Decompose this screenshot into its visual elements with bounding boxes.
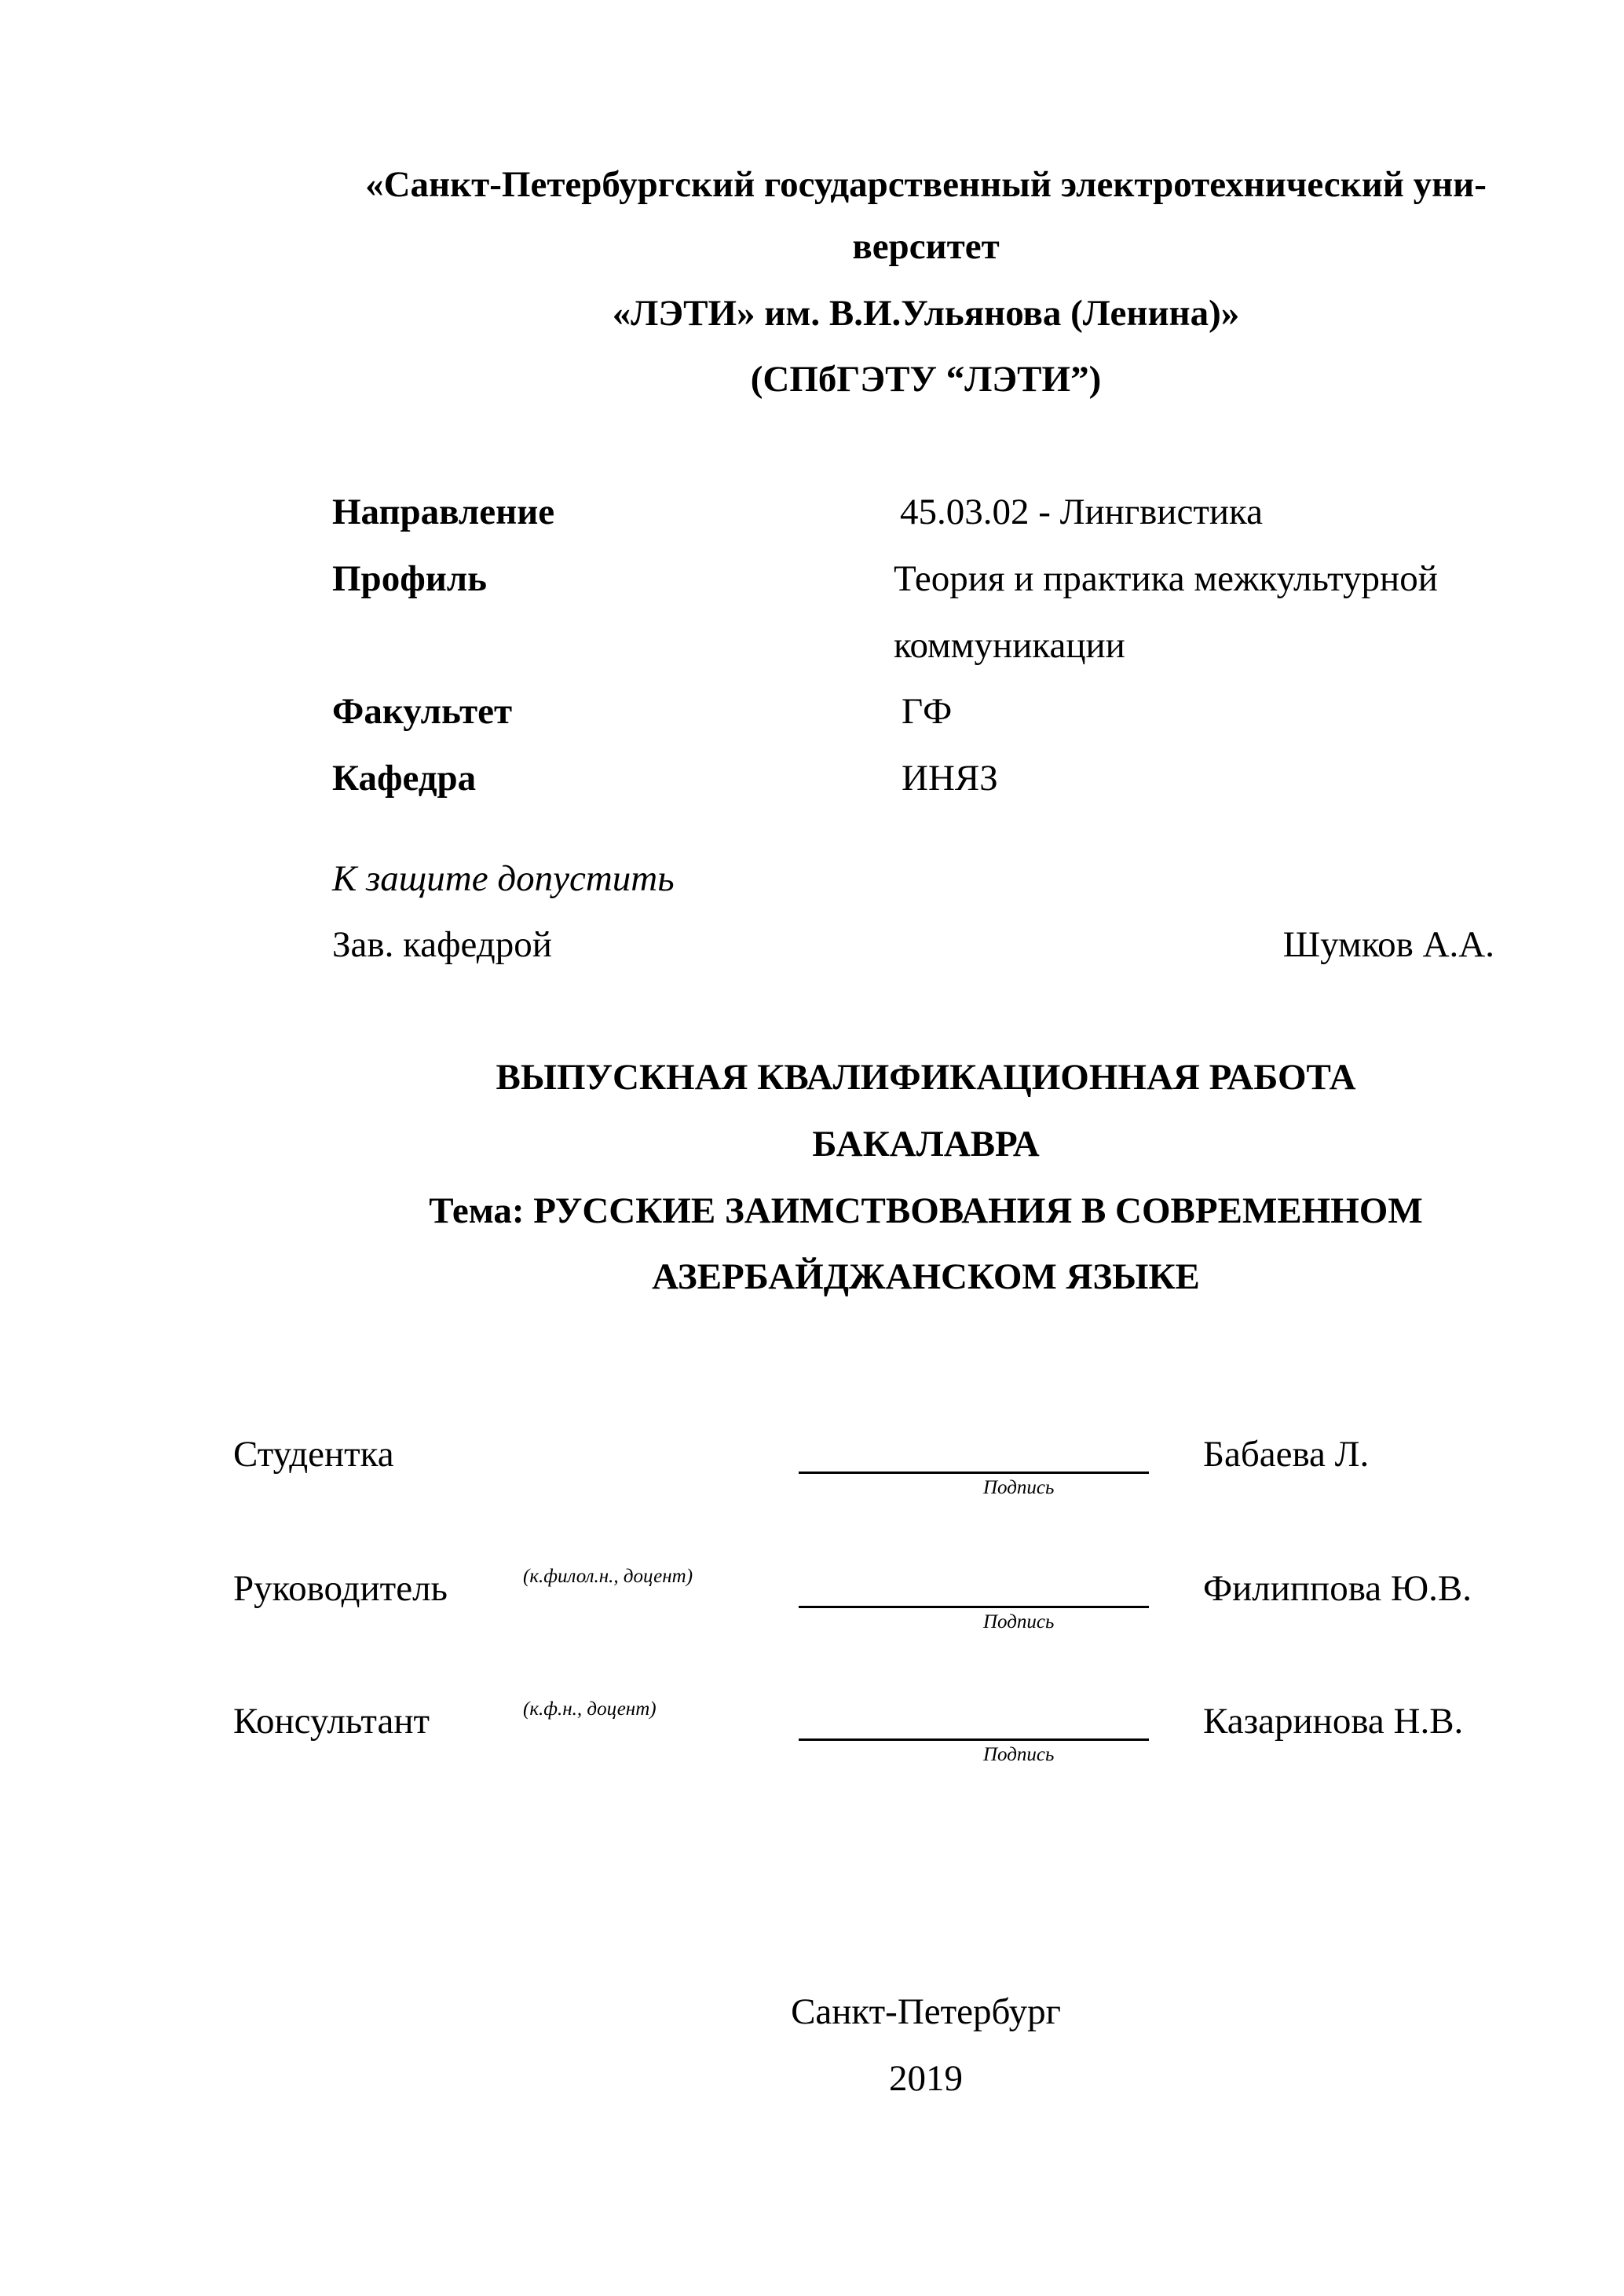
work-topic-line2: АЗЕРБАЙДЖАНСКОМ ЯЗЫКЕ: [652, 1256, 1200, 1297]
signature-role: Руководитель: [233, 1568, 448, 1609]
signature-name: Филиппова Ю.В.: [1203, 1568, 1472, 1609]
work-title-line1: ВЫПУСКНАЯ КВАЛИФИКАЦИОННАЯ РАБОТА: [496, 1057, 1356, 1098]
signature-caption: Подпись: [983, 1611, 1055, 1632]
approval-role: Зав. кафедрой: [332, 924, 552, 965]
info-label-direction: Направление: [332, 492, 555, 532]
approval-title: К защите допустить: [332, 858, 675, 899]
info-label-profile: Профиль: [332, 558, 488, 599]
signature-line: [799, 1472, 1149, 1474]
signature-role: Студентка: [233, 1434, 394, 1475]
signature-degree: (к.ф.н., доцент): [523, 1698, 657, 1720]
work-title-line2: БАКАЛАВРА: [812, 1124, 1040, 1164]
signature-line: [799, 1606, 1149, 1608]
approval-name: Шумков А.А.: [1282, 924, 1494, 965]
footer-year: 2019: [889, 2058, 963, 2099]
university-abbreviation: (СПбГЭТУ “ЛЭТИ”): [750, 359, 1102, 400]
signature-caption: Подпись: [983, 1744, 1055, 1765]
footer-city: Санкт-Петербург: [791, 1991, 1061, 2032]
signature-line: [799, 1738, 1149, 1741]
university-name-line3: «ЛЭТИ» им. В.И.Ульянова (Ленина)»: [612, 293, 1240, 334]
info-label-faculty: Факультет: [332, 691, 513, 732]
signature-name: Бабаева Л.: [1203, 1434, 1370, 1475]
info-value-profile-cont: коммуникации: [894, 625, 1125, 666]
university-name-line2: верситет: [852, 226, 1000, 267]
work-topic-line1: Тема: РУССКИЕ ЗАИМСТВОВАНИЯ В СОВРЕМЕННОМ: [429, 1190, 1423, 1231]
signature-name: Казаринова Н.В.: [1203, 1701, 1464, 1742]
info-label-department: Кафедра: [332, 758, 477, 799]
university-name-line1: «Санкт-Петербургский государственный электротехнический уни-: [365, 164, 1487, 205]
info-value-direction: 45.03.02 - Лингвистика: [900, 492, 1263, 532]
info-value-profile: Теория и практика межкультурной: [894, 558, 1438, 599]
signature-caption: Подпись: [983, 1477, 1055, 1498]
signature-role: Консультант: [233, 1701, 430, 1742]
info-value-faculty: ГФ: [902, 691, 953, 732]
signature-degree: (к.филол.н., доцент): [523, 1566, 693, 1587]
info-value-department: ИНЯЗ: [902, 758, 998, 799]
